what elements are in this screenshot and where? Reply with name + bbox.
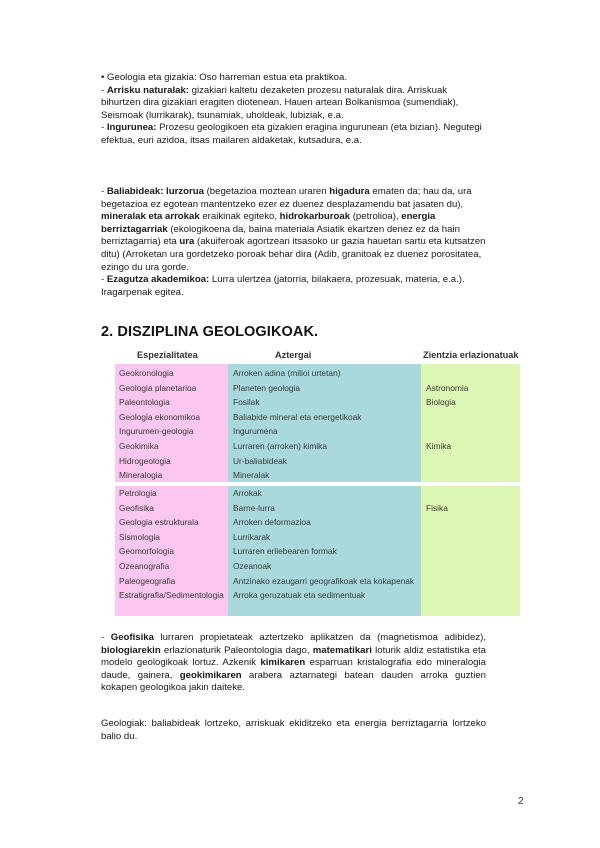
- biologiarekin-term: biologiarekin: [101, 644, 161, 656]
- hidrokarburoak-term: hidrokarburoak: [279, 211, 351, 223]
- aztergai-cell: Antzinako ezaugarri geografikoak eta kokapenak: [233, 575, 415, 586]
- espezialitatea-cell: Geomorfologia: [119, 546, 174, 557]
- arrisku-prefix: -: [101, 84, 107, 96]
- geofisika-prefix: -: [101, 632, 111, 643]
- kimikaren-term: kimikaren: [260, 657, 306, 669]
- aztergai-cell: Arroken deformazioa: [233, 517, 311, 528]
- group-separator: [115, 482, 520, 486]
- baliabideak-text-3: eraikinak egiteko,: [199, 211, 280, 223]
- zientzia-cell: Kimika: [426, 441, 452, 451]
- baliabideak-text-6: (akuiferoak agortzean itsasoko ur gazia hauetan sartu eta kutsatzen ditu) (Arroketan ura gordetzeko poroak behar dira (Adib, granitoak ez duenez porositatea, ezingo du ura gorde.: [101, 236, 486, 273]
- geofisika-term: Geofisika: [110, 632, 154, 643]
- ezagutza-prefix: -: [101, 274, 107, 286]
- aztergai-cell: Arroken adina (milioi urtetan): [233, 368, 341, 378]
- aztergai-cell: Fosilak: [233, 397, 260, 408]
- baliabideak-paragraph: [101, 186, 486, 274]
- geofisika-text-4: esparruan kristalografia edo mineralogia daude, gainera,: [101, 657, 486, 681]
- header-espezialitatea: Espezialitatea: [137, 350, 198, 360]
- geofisika-text-1: lurraren propietateak aztertzeko aplikatzen da (magnetismoa adibidez),: [153, 632, 486, 643]
- header-aztergai: Aztergai: [275, 350, 312, 360]
- baliabideak-term: Baliabideak: lurzorua: [106, 186, 204, 197]
- aztergai-cell: Baliabide mineral eta energetikoak: [233, 411, 362, 422]
- aztergai-cell: Planeten geologia: [233, 382, 301, 393]
- ingurunea-term: Ingurunea:: [106, 122, 157, 134]
- espezialitatea-cell: Geologia planetarioa: [119, 382, 197, 393]
- geologiak-paragraph: [101, 718, 486, 743]
- baliabideak-text-2: ematen da; hau da, ura begetazioa ez egotean mantentzeko ezer ez duenez desplazamendu bat jasaten du),: [101, 186, 472, 210]
- arrisku-text: gizakiari kaltetu dezaketen prozesu naturalak dira. Arriskuak bihurtzen dira gizakiari eragiten diotenean. Hauen artean Bolkanismoa (sumendiak), Seismoak (lurrikarak), tsunamiak, uholdeak, lubiziak, e.a.: [101, 84, 459, 121]
- mineralak-term: mineralak eta arrokak: [101, 211, 200, 223]
- espezialitatea-cell: Geologia ekonomikoa: [119, 411, 201, 422]
- espezialitatea-cell: Hidrogeologia: [119, 455, 171, 466]
- disciplines-table: [115, 346, 520, 616]
- ezagutza-paragraph: [101, 274, 486, 299]
- espezialitatea-cell: Sismologia: [119, 531, 160, 542]
- ezagutza-text: Lurra ulertzea (jatorria, bilakaera, prozesuak, materia, e.a.). Iragarpenak egitea.: [101, 274, 465, 298]
- page-number: 2: [518, 796, 524, 807]
- aztergai-cell: Lurrikarak: [233, 531, 271, 542]
- aztergai-cell: Arrokak: [233, 488, 262, 498]
- ura-term: ura: [179, 236, 195, 248]
- baliabideak-text-4: (petrolioa),: [350, 211, 402, 223]
- geofisika-text-5: arabera aztarnategi batean dauden arroka guztien kokapen geologikoa jakin daiteke.: [101, 669, 486, 694]
- espezialitatea-cell: Estratigrafia/Sedimentologia: [119, 590, 224, 601]
- baliabideak-prefix: -: [101, 186, 107, 197]
- aztergai-cell: Ingurumena: [233, 426, 278, 437]
- geologiak-text: Geologiak: baliabideak lortzeko, arriskuak ekiditzeko eta energia berriztagarria lortzeko balio du.: [101, 718, 486, 742]
- aztergai-cell: Ozeanoak: [233, 561, 272, 571]
- section-title: 2. DISZIPLINA GEOLOGIKOAK.: [101, 324, 319, 340]
- energia-term: energia berriztagarriak: [101, 211, 436, 235]
- geologia-gizakia-line: • Geologia eta gizakia: Oso harreman estua eta praktikoa.: [101, 72, 348, 83]
- matematikari-term: matematikari: [312, 644, 372, 656]
- espezialitatea-cell: Ozeanografia: [119, 561, 170, 571]
- baliabideak-text-1: (begetazioa moztean uraren: [203, 186, 330, 197]
- aztergai-cell: Ur-baliabideak: [233, 455, 287, 466]
- higadura-term: higadura: [329, 186, 370, 197]
- geokimikaren-term: geokimikaren: [179, 669, 242, 681]
- aztergai-cell: Mineralak: [233, 470, 270, 481]
- geofisika-text-2: erlazionaturik Paleontologia dago,: [160, 644, 313, 656]
- middle-text-block: [101, 186, 486, 299]
- aztergai-cell: Barne-lurra: [233, 502, 275, 513]
- aztergai-cell: Lurraren (arroken) kimika: [233, 441, 328, 451]
- espezialitatea-cell: Geofisika: [119, 502, 154, 513]
- espezialitatea-cell: Mineralogia: [119, 470, 163, 481]
- top-text-block: [101, 72, 486, 148]
- arrisku-term: Arrisku naturalak:: [106, 84, 189, 96]
- geofisika-text-3: loturik aldiz estatistika eta modelo geologikoak lortuz. Azkenik: [101, 644, 486, 669]
- baliabideak-text-5: (ekologikoena da, baina materiala Asiatik ekartzen denez ez da hain berriztagarria) eta: [101, 223, 460, 248]
- geofisika-paragraph: [101, 632, 486, 695]
- ingurunea-text: Prozesu geologikoen eta gizakien eragina ingurunean (eta bizian). Negutegi efektua, euri azidoa, itsas mailaren aldaketak, kutsadura, e.a.: [101, 122, 482, 146]
- arrisku-naturalak-paragraph: [101, 85, 486, 123]
- zientzia-cell: Fisika: [426, 502, 448, 513]
- ezagutza-term: Ezagutza akademikoa:: [106, 274, 210, 286]
- aztergai-cell: Arroka geruzatuak eta sedimentuak: [233, 590, 366, 601]
- espezialitatea-cell: Geokimika: [119, 441, 159, 451]
- zientzia-cell: Astronomia: [426, 382, 469, 393]
- espezialitatea-cell: Petrologia: [119, 488, 157, 498]
- ingurunea-prefix: -: [101, 122, 107, 134]
- espezialitatea-cell: Paleogeografia: [119, 575, 176, 586]
- aztergai-cell: Lurraren erliebearen formak: [233, 546, 337, 557]
- header-zientzia: Zientzia erlazionatuak: [423, 350, 519, 360]
- espezialitatea-cell: Geokronologia: [119, 368, 174, 378]
- espezialitatea-cell: Ingurumen-geologia: [119, 426, 194, 437]
- zientzia-cell: Biologia: [426, 397, 456, 408]
- ingurunea-paragraph: [101, 122, 486, 147]
- espezialitatea-cell: Geologia estrukturala: [119, 517, 199, 528]
- espezialitatea-cell: Paleontologia: [119, 397, 170, 408]
